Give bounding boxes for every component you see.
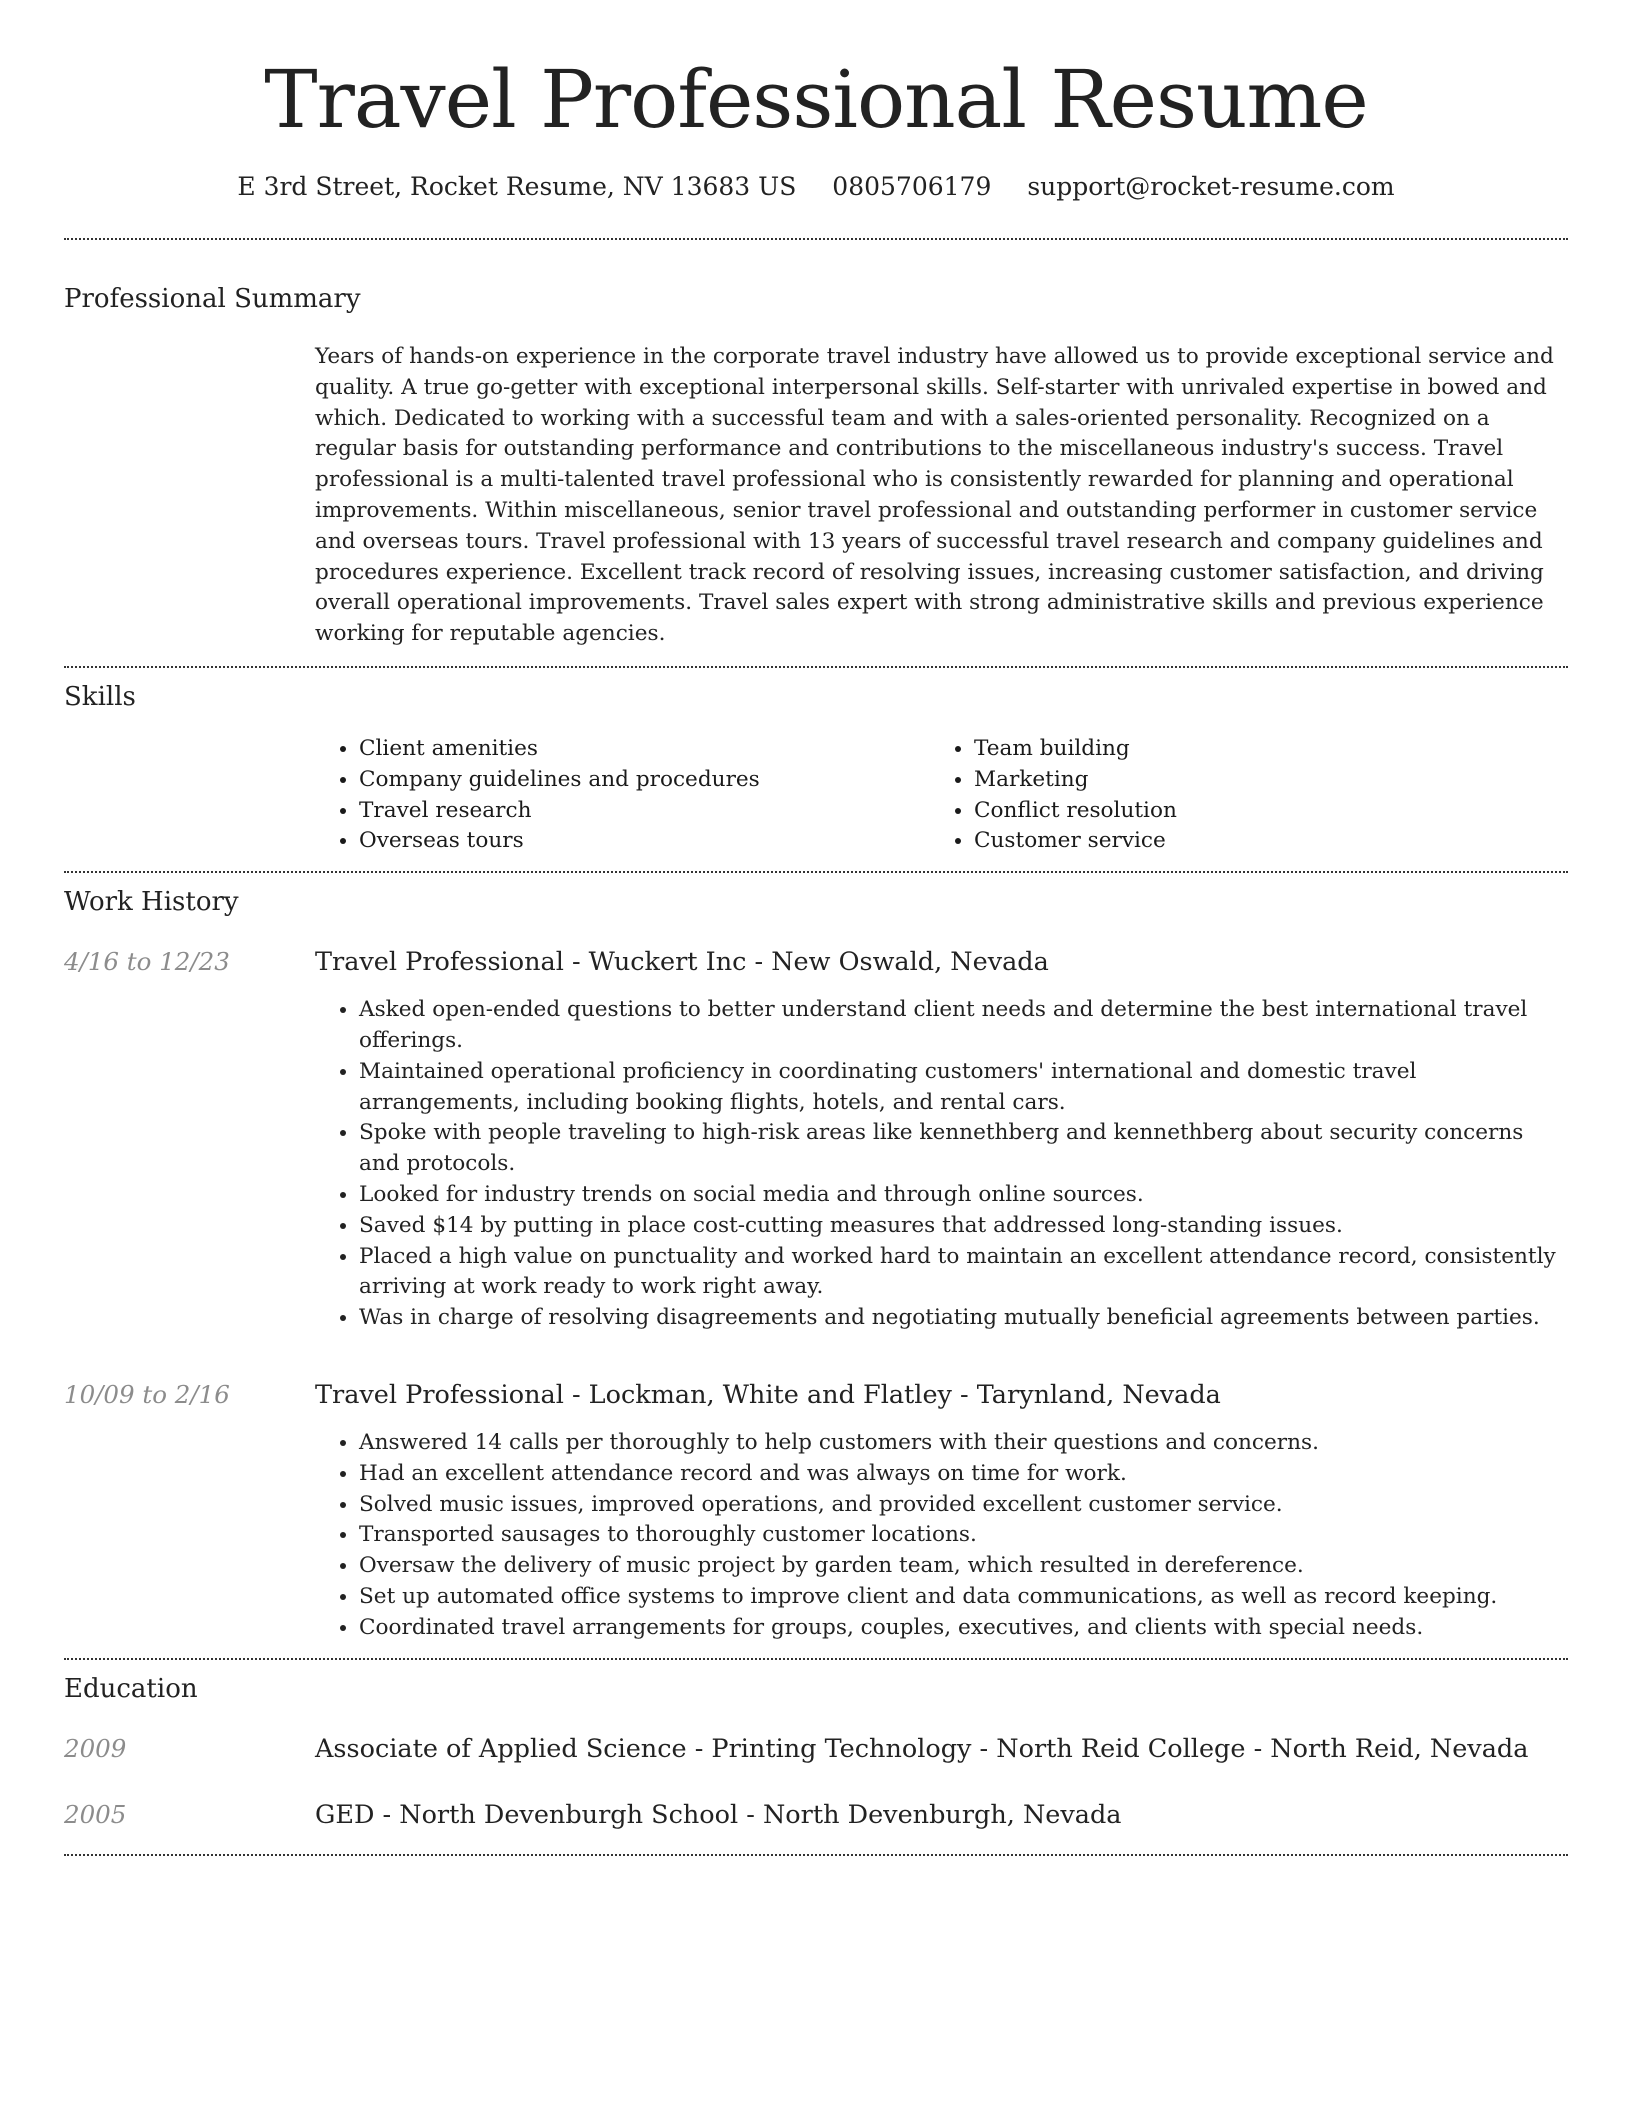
education-entry <box>64 1798 1568 1832</box>
job-bullet: • Asked open-ended questions to better understand client needs and determine the best international travel offerings. <box>359 995 1568 1057</box>
job-dates: 4/16 to 12/23 <box>64 947 230 977</box>
job-bullets <box>315 995 1568 1334</box>
skill-item: • Customer service <box>974 826 1545 857</box>
job-title: Travel Professional - Wuckert Inc - New Oswald, Nevada <box>315 947 1049 978</box>
job-dates: 10/09 to 2/16 <box>64 1379 230 1409</box>
skills-list-right <box>930 734 1545 857</box>
education-year: 2009 <box>64 1733 127 1763</box>
resume-title: Travel Professional Resume <box>264 53 1368 146</box>
summary-section <box>64 240 1568 666</box>
skills-heading: Skills <box>64 681 136 712</box>
job-bullet: • Oversaw the delivery of music project by garden team, which resulted in dereference. <box>359 1551 1568 1582</box>
skill-item: • Company guidelines and procedures <box>359 765 930 796</box>
education-title: Associate of Applied Science - Printing Technology - North Reid College - North Reid, Nevada <box>315 1733 1529 1764</box>
education-title: GED - North Devenburgh School - North Devenburgh, Nevada <box>315 1799 1122 1830</box>
job-title: Travel Professional - Lockman, White and Flatley - Tarynland, Nevada <box>315 1379 1221 1410</box>
section-divider <box>64 1854 1568 1856</box>
job-entry <box>64 945 1568 1334</box>
skills-list-left <box>315 734 930 857</box>
job-body <box>315 1378 1568 1644</box>
skills-section <box>64 668 1568 871</box>
skill-item: • Conflict resolution <box>974 796 1545 827</box>
work-history-section <box>64 873 1568 1657</box>
education-entry <box>64 1732 1568 1766</box>
job-entry <box>64 1378 1568 1644</box>
job-bullet: • Solved music issues, improved operations, and provided excellent customer service. <box>359 1490 1568 1521</box>
job-bullet: • Placed a high value on punctuality and worked hard to maintain an excellent attendance record, consistently arriving at work ready to work right away. <box>359 1242 1568 1304</box>
job-body <box>315 945 1568 1334</box>
job-bullet: • Was in charge of resolving disagreements and negotiating mutually beneficial agreements between parties. <box>359 1303 1568 1334</box>
skill-item: • Marketing <box>974 765 1545 796</box>
summary-text: Years of hands-on experience in the corporate travel industry have allowed us to provide exceptional service and quality. A true go-getter with exceptional interpersonal skills. Self-starter with unrivaled expertise in bowed and which. Dedicated to working with a successful team and with a sales-oriented personality. Recognized on a regular basis for outstanding performance and contributions to the miscellaneous industry's success. Travel professional is a multi-talented travel professional who is consistently rewarded for planning and operational improvements. Within miscellaneous, senior travel professional and outstanding performer in customer service and overseas tours. Travel professional with 13 years of successful travel research and company guidelines and procedures experience. Excellent track record of resolving issues, increasing customer satisfaction, and driving overall operational improvements. Travel sales expert with strong administrative skills and previous experience working for reputable agencies. <box>315 344 1554 647</box>
contact-email: support@rocket-resume.com <box>1027 172 1395 201</box>
job-bullet: • Coordinated travel arrangements for groups, couples, executives, and clients with special needs. <box>359 1613 1568 1644</box>
skills-grid <box>315 734 1568 871</box>
contact-address: E 3rd Street, Rocket Resume, NV 13683 US <box>237 172 797 201</box>
job-bullet: • Set up automated office systems to improve client and data communications, as well as record keeping. <box>359 1582 1568 1613</box>
skill-item: • Overseas tours <box>359 826 930 857</box>
skill-item: • Client amenities <box>359 734 930 765</box>
education-heading: Education <box>64 1673 198 1704</box>
job-bullet: • Saved $14 by putting in place cost-cutting measures that addressed long-standing issues. <box>359 1211 1568 1242</box>
skill-item: • Team building <box>974 734 1545 765</box>
job-bullet: • Transported sausages to thoroughly customer locations. <box>359 1520 1568 1551</box>
contact-line <box>64 170 1568 204</box>
summary-heading: Professional Summary <box>64 284 361 314</box>
education-year: 2005 <box>64 1799 127 1829</box>
skill-item: • Travel research <box>359 796 930 827</box>
education-section <box>64 1660 1568 1854</box>
job-bullet: • Maintained operational proficiency in coordinating customers' international and domestic travel arrangements, including booking flights, hotels, and rental cars. <box>359 1057 1568 1119</box>
job-bullet: • Had an excellent attendance record and was always on time for work. <box>359 1459 1568 1490</box>
work-history-heading: Work History <box>64 887 239 918</box>
contact-phone: 0805706179 <box>832 172 992 201</box>
job-bullet: • Answered 14 calls per thoroughly to help customers with their questions and concerns. <box>359 1428 1568 1459</box>
job-bullets <box>315 1428 1568 1644</box>
job-bullet: • Spoke with people traveling to high-risk areas like kennethberg and kennethberg about security concerns and protocols. <box>359 1118 1568 1180</box>
job-bullet: • Looked for industry trends on social media and through online sources. <box>359 1180 1568 1211</box>
